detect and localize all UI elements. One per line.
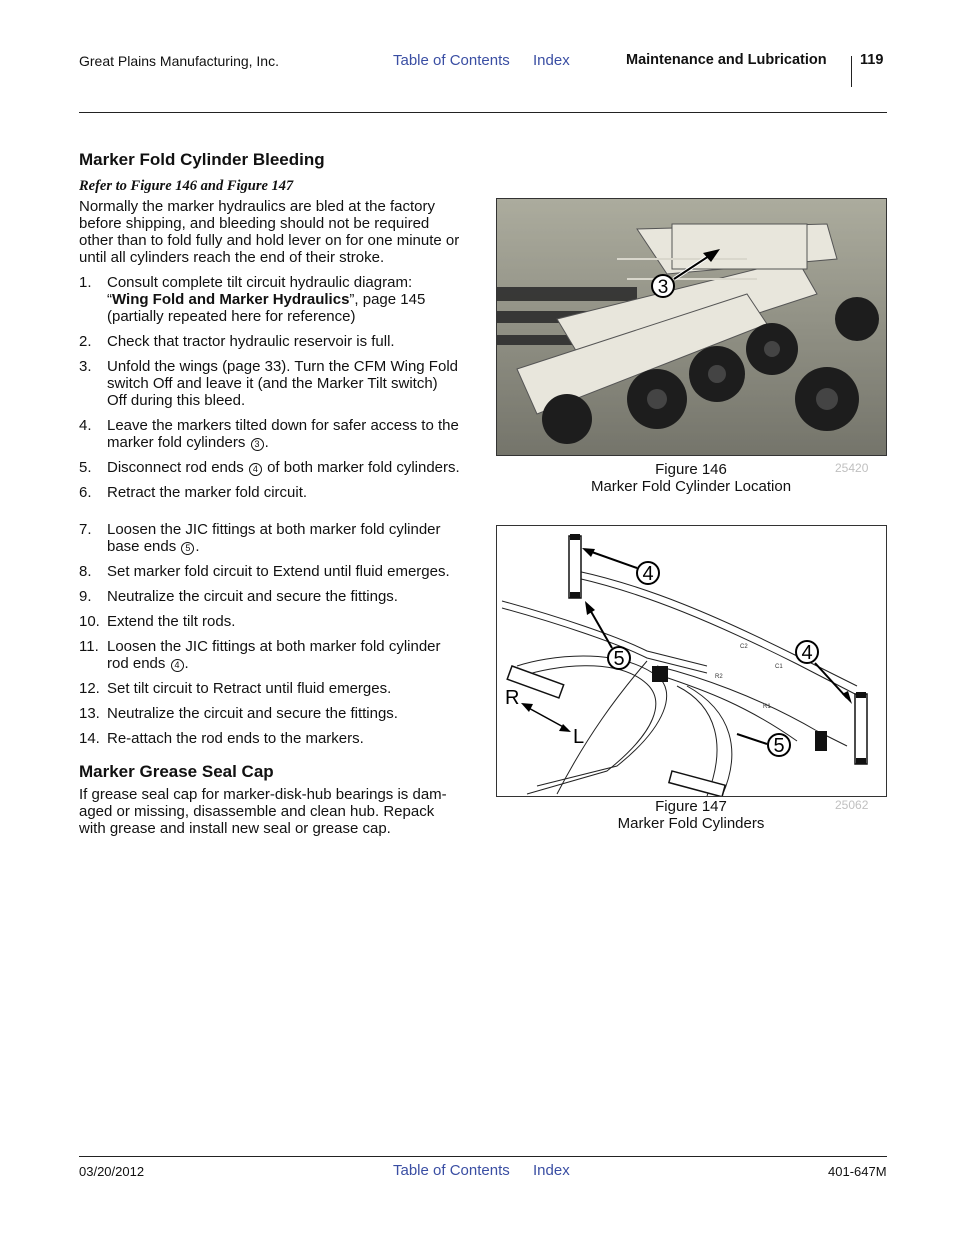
step-10: 10. Extend the tilt rods. — [79, 613, 236, 630]
index-link-header[interactable]: Index — [533, 52, 570, 69]
footer-rule — [79, 1156, 887, 1157]
callout-4-right: 4 — [801, 642, 813, 664]
section-name: Maintenance and Lubrication — [626, 52, 827, 68]
marker-fold-photo-illustration — [497, 199, 886, 455]
callout-marker-5: 5 — [181, 542, 194, 555]
figure-146-title: Marker Fold Cylinder Location — [590, 478, 792, 495]
callout-5-bottom: 5 — [773, 735, 785, 757]
page-number: 119 — [860, 52, 884, 68]
step-11: 11. Loosen the JIC fittings at both marker fold cylinder rod ends 4 . — [79, 638, 441, 672]
header-rule — [79, 112, 887, 113]
figure-reference: Refer to Figure 146 and Figure 147 — [79, 178, 294, 194]
grease-seal-paragraph: If grease seal cap for marker-disk-hub bearings is dam- aged or missing, disassemble and clean hub. Repack with grease and install new seal or grease cap. — [79, 786, 447, 837]
direction-label-r: R — [505, 687, 520, 709]
step-2: 2. Check that tractor hydraulic reservoir is full. — [79, 333, 395, 350]
label-c2: C2 — [740, 644, 748, 650]
step-14: 14. Re-attach the rod ends to the markers. — [79, 730, 364, 747]
step-3: 3. Unfold the wings (page 33). Turn the CFM Wing Fold switch Off and leave it (and the Marker Tilt switch) Off during this bleed. — [79, 358, 458, 409]
toc-link-footer[interactable]: Table of Contents — [393, 1162, 510, 1179]
label-r2: R2 — [715, 674, 723, 680]
callout-3-label: 3 — [657, 277, 669, 298]
callout-marker-4b: 4 — [171, 659, 184, 672]
header-divider — [851, 56, 852, 87]
section-title-grease-seal: Marker Grease Seal Cap — [79, 762, 274, 781]
figure-147-diagram — [496, 525, 887, 797]
step-6: 6. Retract the marker fold circuit. — [79, 484, 308, 501]
company-name: Great Plains Manufacturing, Inc. — [79, 53, 279, 69]
step-8: 8. Set marker fold circuit to Extend until fluid emerges. — [79, 563, 450, 580]
figure-147-number: 25062 — [835, 798, 869, 812]
diagram-reference-link: Wing Fold and Marker Hydraulics — [112, 291, 350, 308]
label-c1: C1 — [775, 664, 783, 670]
footer-doc-number: 401-647M — [828, 1164, 887, 1179]
direction-label-l: L — [573, 726, 585, 748]
marker-fold-cylinders-diagram — [497, 526, 886, 796]
step-4: 4. Leave the markers tilted down for safer access to the marker fold cylinders 3 . — [79, 417, 459, 451]
figure-146-photo — [496, 198, 887, 456]
step-5: 5. Disconnect rod ends 4 of both marker fold cylinders. — [79, 459, 460, 476]
step-9: 9. Neutralize the circuit and secure the fittings. — [79, 588, 398, 605]
section-title-bleeding: Marker Fold Cylinder Bleeding — [79, 150, 325, 169]
footer-date: 03/20/2012 — [79, 1164, 145, 1179]
label-r1: R1 — [763, 704, 771, 710]
index-link-footer[interactable]: Index — [533, 1162, 570, 1179]
figure-147-title: Marker Fold Cylinders — [617, 815, 765, 832]
step-12: 12. Set tilt circuit to Retract until fluid emerges. — [79, 680, 392, 697]
callout-4-top: 4 — [642, 563, 654, 585]
figure-146-number: 25420 — [835, 461, 869, 475]
callout-5-left: 5 — [613, 648, 625, 670]
intro-paragraph: Normally the marker hydraulics are bled at the factory before shipping, and bleeding should not be required other than to fold fully and hold lever on for one minute or until all cylinders reach the end of their stroke. — [79, 198, 460, 266]
figure-146-caption — [560, 461, 822, 495]
figure-147-caption — [560, 798, 822, 832]
step-7: 7. Loosen the JIC fittings at both marker fold cylinder base ends 5 . — [79, 521, 441, 555]
figure-146-label: Figure 146 — [655, 461, 727, 478]
figure-147-label: Figure 147 — [655, 798, 727, 815]
callout-marker-3: 3 — [251, 438, 264, 451]
step-13: 13. Neutralize the circuit and secure the fittings. — [79, 705, 398, 722]
callout-marker-4: 4 — [249, 463, 262, 476]
toc-link-header[interactable]: Table of Contents — [393, 52, 510, 69]
step-1: 1. Consult complete tilt circuit hydraulic diagram: “Wing Fold and Marker Hydraulics”, page 145 (partially repeated here for reference) — [79, 274, 426, 325]
